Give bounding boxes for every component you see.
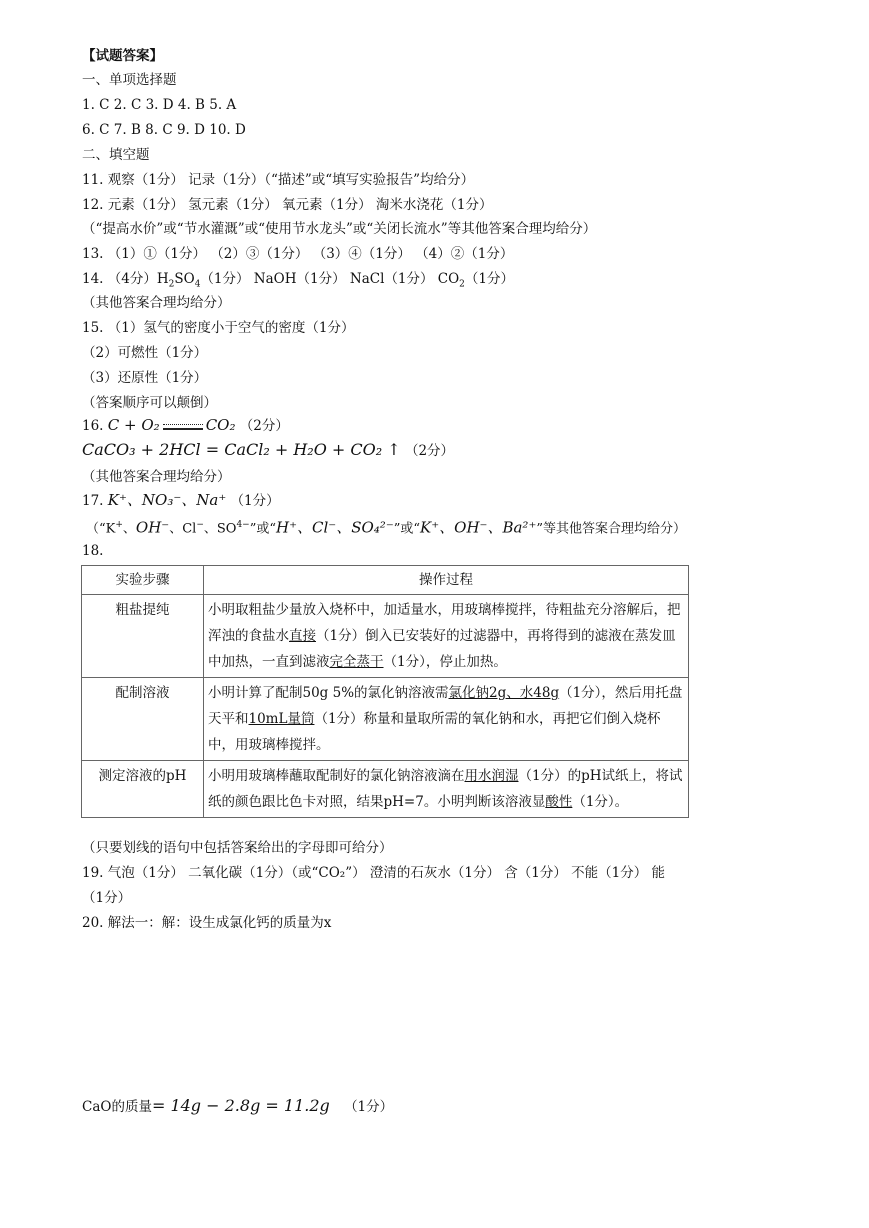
equation-right: CO₂	[205, 416, 236, 434]
answer-11: 11. 观察（1分） 记录（1分）（“描述”或“填写实验报告”均给分）	[82, 172, 475, 188]
underlined-answer: 氯化钠2g、水48g	[448, 685, 560, 701]
table-row	[82, 678, 689, 761]
answer-12: 12. 元素（1分） 氢元素（1分） 氧元素（1分） 淘米水浇花（1分）	[82, 197, 493, 213]
cao-label: CaO的质量	[82, 1099, 152, 1115]
answer-20: 20. 解法一：解：设生成氯化钙的质量为x	[82, 915, 332, 931]
answer-14: 14. （4分）$H_2SO_4(1$分） NaOH（1分） NaCl（1分） $CO_2(1$分）	[82, 271, 514, 290]
process-text: （1分），停止加热。	[383, 654, 507, 670]
process-text: （1分），然后用托盘天平和	[208, 685, 683, 727]
process-text: 小明取粗盐少量放入烧杯中，加适量水，用玻璃棒搅拌，待粗盐充分溶解后，把浑浊的食盐水	[208, 602, 681, 644]
answer-17-note: （“K+、OH⁻、Cl−、$SO^{4-}$”或“H⁺、Cl⁻、SO₄²⁻”或“K⁺、OH⁻、Ba²⁺”等其他答案合理均给分）	[86, 518, 687, 537]
answer-15-note: （答案顺序可以颠倒）	[82, 395, 217, 411]
cao-equation: = 14g − 2.8g = 11.2g	[151, 1096, 330, 1115]
answer-16-score-2: （2分）	[404, 443, 455, 459]
underlined-answer: 用水润湿	[464, 768, 519, 784]
note-part-5: ”或“	[249, 521, 277, 537]
answer-14-note: （其他答案合理均给分）	[82, 295, 231, 311]
answer-13: 13. （1）①（1分） （2）③（1分） （3）④（1分） （4）②（1分）	[82, 246, 514, 262]
answer-19: 19. 气泡（1分） 二氧化碳（1分）（或“CO₂”） 澄清的石灰水（1分） 含（1分） 不能（1分） 能	[82, 865, 666, 881]
answer-14-part-c: （1分） NaOH（1分） NaCl（1分） CO	[200, 271, 460, 287]
note-part-3: 、Cl	[169, 521, 197, 537]
process-prepare	[204, 678, 689, 761]
table-header-row	[82, 566, 689, 595]
step-prepare: 配制溶液	[82, 678, 204, 761]
process-text: 小明计算了配制50g 5%的氯化钠溶液需	[208, 685, 449, 701]
answer-16-number: 16.	[82, 418, 104, 434]
process-text: （1分）的pH试纸上，将试纸的颜色跟比色卡对照，结果pH=7。小明判断该溶液显	[208, 768, 683, 810]
answer-17-score: （1分）	[230, 493, 280, 509]
choice-answers-1: 1. C 2. C 3. D 4. B 5. A	[82, 97, 237, 113]
cao-mass-line	[82, 1096, 393, 1117]
step-purify: 粗盐提纯	[82, 595, 204, 678]
answer-18-number: 18.	[82, 543, 104, 559]
cao-score: （1分）	[344, 1099, 394, 1115]
answer-16-note: （其他答案合理均给分）	[82, 469, 231, 485]
equation-left: C + O₂	[107, 416, 160, 434]
answer-15-3: （3）还原性（1分）	[82, 370, 208, 386]
answer-12-note: （“提高水价”或“节水灌溉”或“使用节水龙头”或“关闭长流水”等其他答案合理均给分）	[82, 221, 597, 237]
section-heading-fill: 二、填空题	[82, 147, 150, 163]
process-text: （1分）倒入已安装好的过滤器中，再将得到的滤液在蒸发皿中加热，一直到滤液	[208, 628, 676, 670]
equation-sign	[160, 416, 206, 436]
answer-16-eq1	[82, 415, 289, 436]
choice-answers-2: 6. C 7. B 8. C 9. D 10. D	[82, 122, 246, 138]
underlined-answer: 10mL量筒	[248, 711, 315, 727]
answer-18-note: （只要划线的语句中包括答案给出的字母即可给分）	[82, 840, 393, 856]
process-purify	[204, 595, 689, 678]
ions-set-3: K⁺、OH⁻、Ba²⁺	[420, 518, 537, 537]
underlined-answer: 酸性	[545, 794, 573, 810]
table-row	[82, 761, 689, 818]
header-step: 实验步骤	[82, 566, 204, 595]
ions-set-1: K⁺、NO₃⁻、Na⁺	[107, 491, 227, 509]
answer-17	[82, 490, 280, 511]
note-part-4: 、SO	[203, 521, 237, 537]
underlined-answer: 完全蒸干	[329, 654, 384, 670]
note-part-2: 、	[122, 521, 136, 537]
note-part-1: （“K	[86, 521, 116, 537]
note-part-7: ”等其他答案合理均给分）	[536, 521, 687, 537]
answer-16-score-1: （2分）	[239, 418, 289, 434]
underlined-answer: 直接	[289, 628, 316, 644]
answer-14-part-b: SO	[174, 271, 195, 287]
answer-17-number: 17.	[82, 493, 104, 509]
answer-15-2: （2）可燃性（1分）	[82, 345, 208, 361]
equation-caco3: CaCO₃ + 2HCl = CaCl₂ + H₂O + CO₂ ↑	[82, 440, 401, 459]
table-row	[82, 595, 689, 678]
section-heading-choice: 一、单项选择题	[82, 72, 177, 88]
process-text: 小明用玻璃棒蘸取配制好的氯化钠溶液滴在	[208, 768, 465, 784]
step-ph: 测定溶液的pH	[82, 761, 204, 818]
answer-14-part-d: （1分）	[464, 271, 514, 287]
process-text: （1分）。	[572, 794, 629, 810]
process-text: （1分）称量和量取所需的氧化钠和水，再把它们倒入烧杯中，用玻璃棒搅拌。	[208, 711, 661, 753]
answer-16-eq2	[82, 440, 454, 461]
experiment-table	[81, 565, 689, 818]
page-title: 【试题答案】	[82, 48, 163, 64]
answer-14-part-a: 14. （4分）H	[82, 271, 169, 287]
ion-oh: OH⁻	[135, 518, 170, 537]
answer-19-tail: （1分）	[82, 890, 132, 906]
note-part-6: ”或“	[393, 521, 421, 537]
header-process: 操作过程	[204, 566, 689, 595]
process-ph	[204, 761, 689, 818]
ions-set-2: H⁺、Cl⁻、SO₄²⁻	[276, 518, 394, 537]
answer-15: 15. （1）氢气的密度小于空气的密度（1分）	[82, 320, 355, 336]
